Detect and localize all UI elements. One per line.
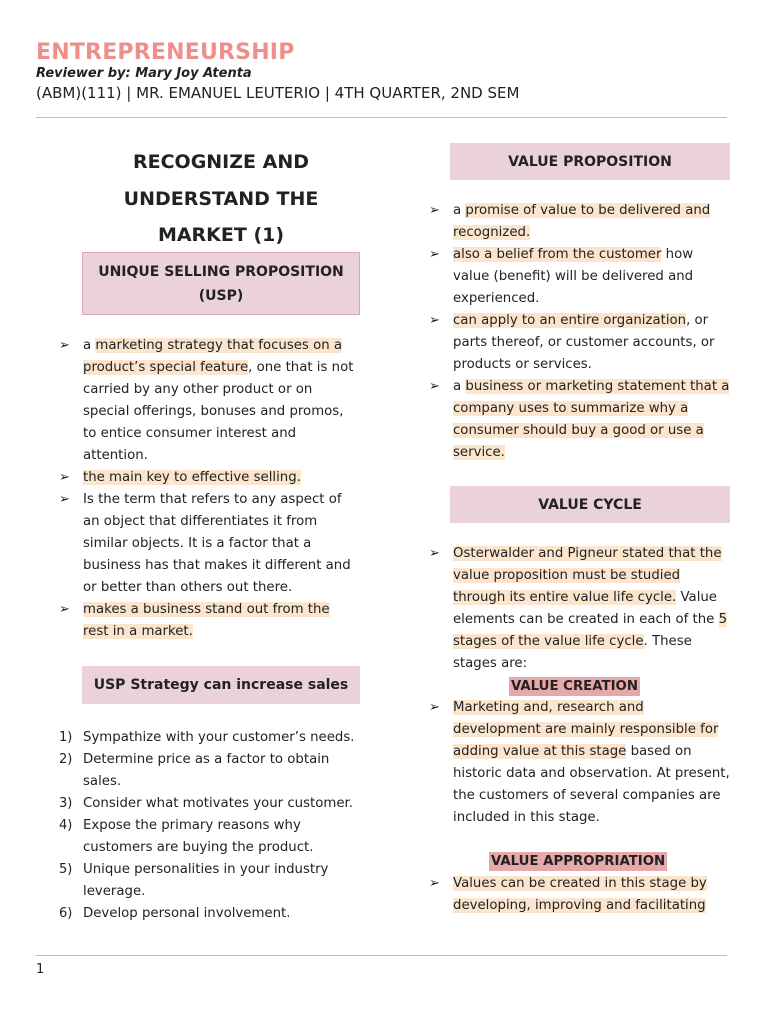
- bullet-arrow-icon: ➢: [59, 492, 70, 507]
- list-item-text: Sympathize with your customer’s needs.: [83, 730, 355, 745]
- list-item-text: Develop personal involvement.: [83, 906, 291, 921]
- bullet-arrow-icon: ➢: [429, 203, 440, 218]
- highlighted-text: Osterwalder and Pigneur stated that the value proposition must be studied through its entire value life cycle.: [453, 546, 722, 605]
- value-appropriation-bullet-list: [429, 873, 733, 917]
- highlighted-text: can apply to an entire organization: [453, 313, 687, 328]
- list-item: [59, 815, 364, 859]
- highlighted-text: the main key to effective selling.: [83, 470, 301, 485]
- reviewer-credit: Reviewer by: Mary Joy Atenta: [36, 66, 252, 81]
- footer-divider: [36, 955, 727, 956]
- list-item: [59, 903, 364, 925]
- list-item: [59, 749, 364, 793]
- heading-line: RECOGNIZE AND: [132, 151, 310, 173]
- value-creation-label: VALUE CREATION: [511, 679, 638, 694]
- list-item: [429, 244, 733, 310]
- usp-strategy-heading-box: USP Strategy can increase sales: [82, 666, 360, 704]
- list-number: 4): [59, 818, 73, 833]
- highlighted-text: 5 stages of the value life cycle: [453, 612, 728, 649]
- list-item: [429, 543, 733, 675]
- highlighted-text: marketing strategy that focuses on a product’s special feature: [83, 338, 343, 375]
- bullet-text: . These stages are:: [453, 634, 692, 671]
- usp-bullet-list: [59, 335, 359, 643]
- bullet-text: based on historic data and observation. At present, the customers of several companies are included in this stage.: [453, 744, 730, 825]
- list-item: [59, 793, 364, 815]
- bullet-arrow-icon: ➢: [429, 700, 440, 715]
- heading-line: UNDERSTAND THE: [123, 187, 319, 210]
- section-heading: [82, 144, 360, 254]
- list-number: 1): [59, 730, 73, 745]
- bullet-text: , or parts thereof, or customer accounts, or products or services.: [453, 313, 715, 372]
- list-number: 5): [59, 862, 73, 877]
- list-item-text: Unique personalities in your industry leverage.: [83, 862, 329, 899]
- list-number: 3): [59, 796, 73, 811]
- heading-line: MARKET (1): [157, 224, 285, 246]
- highlighted-text: makes a business stand out from the rest in a market.: [83, 602, 330, 639]
- value-cycle-heading-box: VALUE CYCLE: [450, 486, 730, 523]
- list-number: 6): [59, 906, 73, 921]
- bullet-text: Is the term that refers to any aspect of an object that differentiates it from similar objects. It is a factor that a business has that makes it different and or better than others out there.: [83, 492, 351, 595]
- highlighted-text: Values can be created in this stage by developing, improving and facilitating: [453, 876, 707, 913]
- usp-heading-line: UNIQUE SELLING PROPOSITION: [98, 263, 344, 280]
- highlighted-text: Marketing and, research and development are mainly responsible for adding value at this stage: [453, 700, 719, 759]
- bullet-text: a: [453, 379, 466, 394]
- bullet-text: how value (benefit) will be delivered and experienced.: [453, 247, 694, 306]
- list-item: [59, 859, 364, 903]
- bullet-arrow-icon: ➢: [429, 247, 440, 262]
- bullet-arrow-icon: ➢: [59, 338, 70, 353]
- list-item-text: Consider what motivates your customer.: [83, 796, 353, 811]
- value-appropriation-label: VALUE APPROPRIATION: [491, 854, 666, 869]
- list-item: [59, 599, 359, 643]
- bullet-arrow-icon: ➢: [59, 470, 70, 485]
- list-item: [429, 310, 733, 376]
- course-info: (ABM)(111) | MR. EMANUEL LEUTERIO | 4TH QUARTER, 2ND SEM: [36, 84, 520, 102]
- list-item: [59, 727, 364, 749]
- value-creation-bullet-list: [429, 697, 733, 829]
- list-item: [429, 376, 733, 464]
- list-number: 2): [59, 752, 73, 767]
- bullet-arrow-icon: ➢: [429, 546, 440, 561]
- page-number: 1: [36, 962, 45, 977]
- usp-heading-line: (USP): [198, 287, 244, 304]
- list-item: [59, 467, 359, 489]
- bullet-text: a: [83, 338, 96, 353]
- list-item-text: Expose the primary reasons why customers are buying the product.: [83, 818, 314, 855]
- bullet-arrow-icon: ➢: [59, 602, 70, 617]
- strategy-numbered-list: [59, 727, 364, 925]
- highlighted-text: also a belief from the customer: [453, 247, 662, 262]
- list-item: [59, 489, 359, 599]
- value-proposition-bullet-list: [429, 200, 733, 464]
- list-item: [429, 873, 733, 917]
- list-item: [429, 200, 733, 244]
- value-cycle-bullet-list: [429, 543, 733, 675]
- bullet-arrow-icon: ➢: [429, 379, 440, 394]
- highlighted-text: promise of value to be delivered and recognized.: [453, 203, 711, 240]
- bullet-text: a: [453, 203, 466, 218]
- document-title: ENTREPRENEURSHIP: [36, 40, 295, 65]
- bullet-arrow-icon: ➢: [429, 876, 440, 891]
- usp-heading-box: [82, 252, 360, 315]
- value-proposition-heading-box: VALUE PROPOSITION: [450, 143, 730, 180]
- bullet-text: , one that is not carried by any other product or on special offerings, bonuses and promos, to entice consumer interest and attention.: [83, 360, 354, 463]
- header-divider: [36, 117, 727, 118]
- highlighted-text: business or marketing statement that a company uses to summarize why a consumer should buy a good or use a service.: [453, 379, 730, 460]
- list-item: [429, 697, 733, 829]
- bullet-arrow-icon: ➢: [429, 313, 440, 328]
- list-item-text: Determine price as a factor to obtain sales.: [83, 752, 330, 789]
- bullet-text: Value elements can be created in each of the: [453, 590, 719, 627]
- list-item: [59, 335, 359, 467]
